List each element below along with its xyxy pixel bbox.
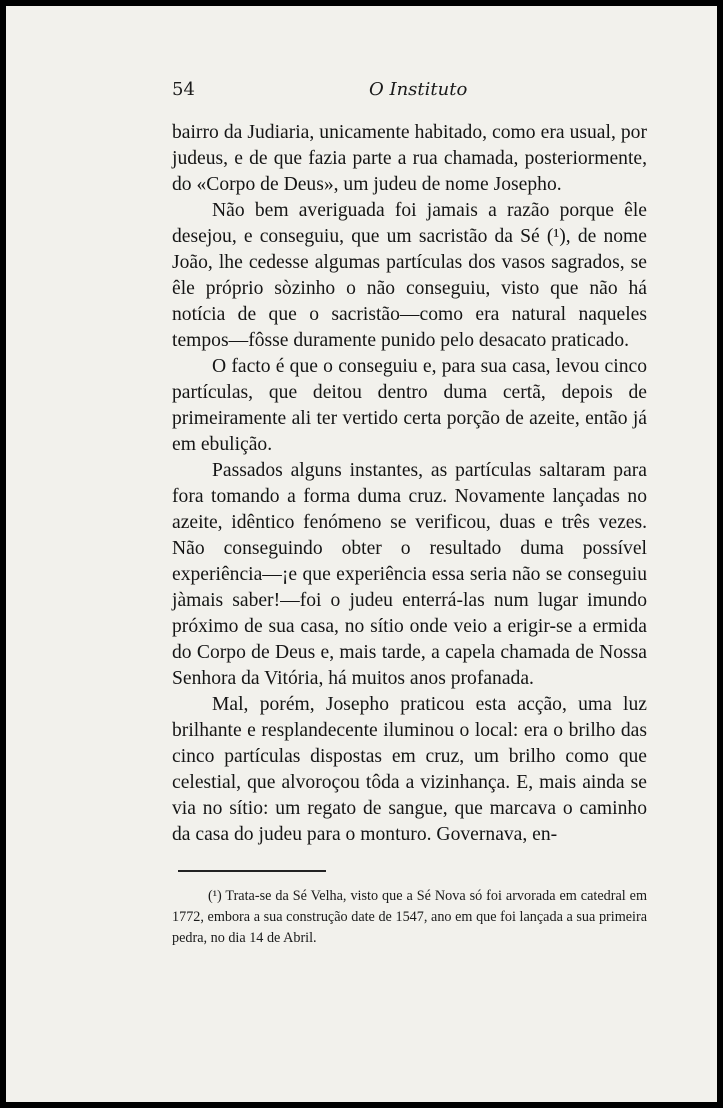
page-header [172,79,647,103]
paragraph-2: Não bem averiguada foi jamais a razão porque êle desejou, e conseguiu, que um sacristão da Sé (¹), de nome João, lhe cedesse algumas partículas dos vasos sagrados, se êle próprio sòzinho o não conseguiu, visto que não há notícia de que o sacristão—como era natural naqueles tempos—fôsse duramente punido pelo desacato praticado. [172,200,647,351]
paragraph-1: bairro da Judiaria, unicamente habitado, como era usual, por judeus, e de que fazia parte a rua chamada, posteriormente, do «Corpo de Deus», um judeu de nome Josepho. [172,122,647,195]
footnote-text: (¹) Trata-se da Sé Velha, visto que a Sé Nova só foi arvorada em catedral em 1772, embora a sua construção date de 1547, ano em que foi lançada a sua primeira pedra, no dia 14 de Abril. [172,888,647,946]
paragraph-3: O facto é que o conseguiu e, para sua casa, levou cinco partículas, que deitou dentro duma certã, depois de primeiramente ali ter vertido certa porção de azeite, então já em ebulição. [172,356,647,455]
running-title: O Instituto [369,79,468,100]
paragraph-5: Mal, porém, Josepho praticou esta acção, uma luz brilhante e resplandecente iluminou o local: era o brilho das cinco partículas dispostas em cruz, um brilho como que celestial, que alvoroçou tôda a vizinhança. E, mais ainda se via no sítio: um regato de sangue, que marcava o caminho da casa do judeu para o monturo. Governava, en- [172,694,647,845]
page-number: 54 [172,79,195,100]
paragraph-4: Passados alguns instantes, as partículas saltaram para fora tomando a forma duma cruz. Novamente lançadas no azeite, idêntico fenómeno se verificou, duas e três vezes. Não conseguindo obter o resultado duma possível experiência—¡e que experiência essa seria não se conseguiu jàmais saber!—foi o judeu enterrá-las num lugar imundo próximo de sua casa, no sítio onde veio a erigir-se a ermida do Corpo de Deus e, mais tarde, a capela chamada de Nossa Senhora da Vitória, há muitos anos profanada. [172,460,647,689]
footnote [172,886,647,949]
footnote-divider [178,870,326,872]
body-text [172,120,647,848]
book-page [6,6,717,1102]
